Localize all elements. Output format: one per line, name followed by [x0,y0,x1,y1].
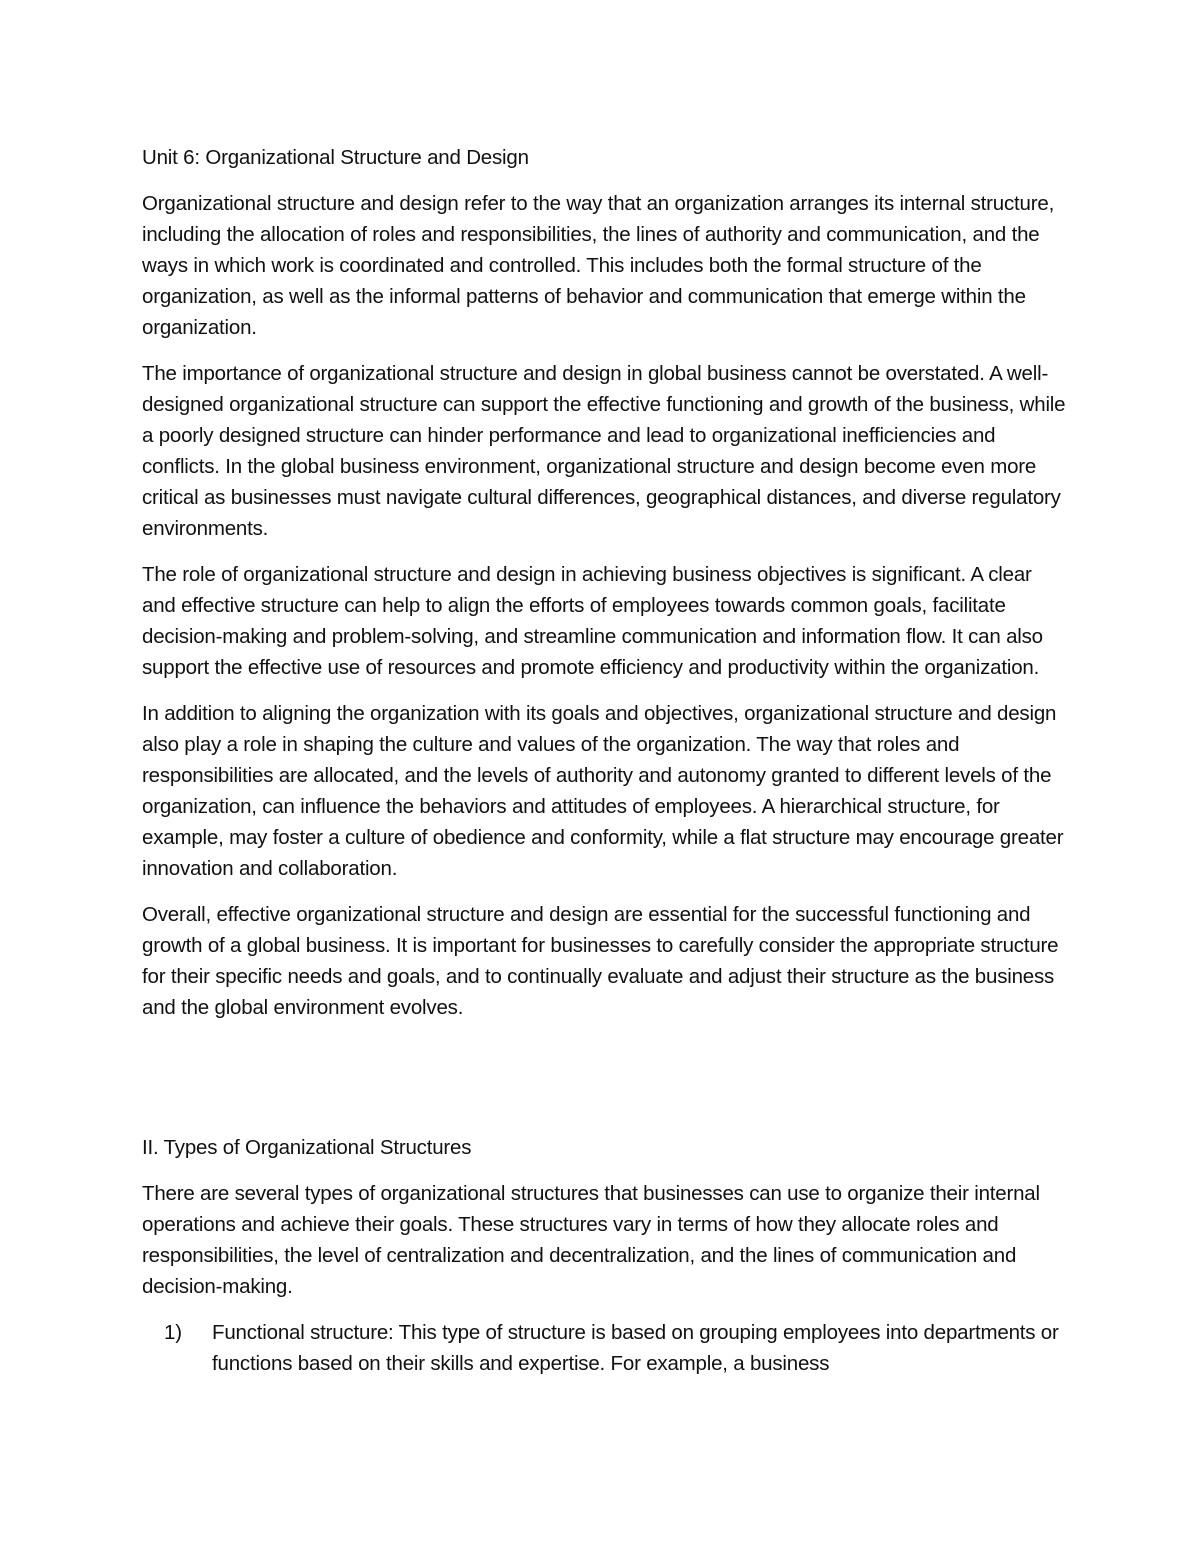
paragraph-types-intro: There are several types of organizational structures that businesses can use to organize their internal operations and achieve their goals. These structures vary in terms of how they allocate roles and responsibilities, the level of centralization and decentralization, and the lines of communication and decision-making. [142,1182,1040,1298]
list-item [142,1317,1067,1379]
document-title: Unit 6: Organizational Structure and Design [142,146,529,169]
list-item-text: Functional structure: This type of structure is based on grouping employees into departments or functions based on their skills and expertise. For example, a business [212,1321,1059,1375]
paragraph-definition: Organizational structure and design refer to the way that an organization arranges its internal structure, including the allocation of roles and responsibilities, the lines of authority and communication, and the ways in which work is coordinated and controlled. This includes both the formal structure of the organization, as well as the informal patterns of behavior and communication that emerge within the organization. [142,192,1055,339]
paragraph-role: The role of organizational structure and design in achieving business objectives is significant. A clear and effective structure can help to align the efforts of employees towards common goals, facilitate decision-making and problem-solving, and streamline communication and information flow. It can also support the effective use of resources and promote efficiency and productivity within the organization. [142,563,1043,679]
paragraph-culture: In addition to aligning the organization with its goals and objectives, organizational structure and design also play a role in shaping the culture and values of the organization. The way that roles and responsibilities are allocated, and the levels of authority and autonomy granted to different levels of the organization, can influence the behaviors and attitudes of employees. A hierarchical structure, for example, may foster a culture of obedience and conformity, while a flat structure may encourage greater innovation and collaboration. [142,702,1064,880]
paragraph-importance: The importance of organizational structure and design in global business cannot be overstated. A well-designed organizational structure can support the effective functioning and growth of the business, while a poorly designed structure can hinder performance and lead to organizational inefficiencies and conflicts. In the global business environment, organizational structure and design become even more critical as businesses must navigate cultural differences, geographical distances, and diverse regulatory environments. [142,362,1066,540]
paragraph-overall: Overall, effective organizational structure and design are essential for the successful functioning and growth of a global business. It is important for businesses to carefully consider the appropriate structure for their specific needs and goals, and to continually evaluate and adjust their structure as the business and the global environment evolves. [142,903,1059,1019]
section-heading: II. Types of Organizational Structures [142,1136,472,1159]
list-item-number: 1) [164,1321,182,1344]
section-spacer [142,1038,1067,1132]
document-body [142,142,1067,1379]
